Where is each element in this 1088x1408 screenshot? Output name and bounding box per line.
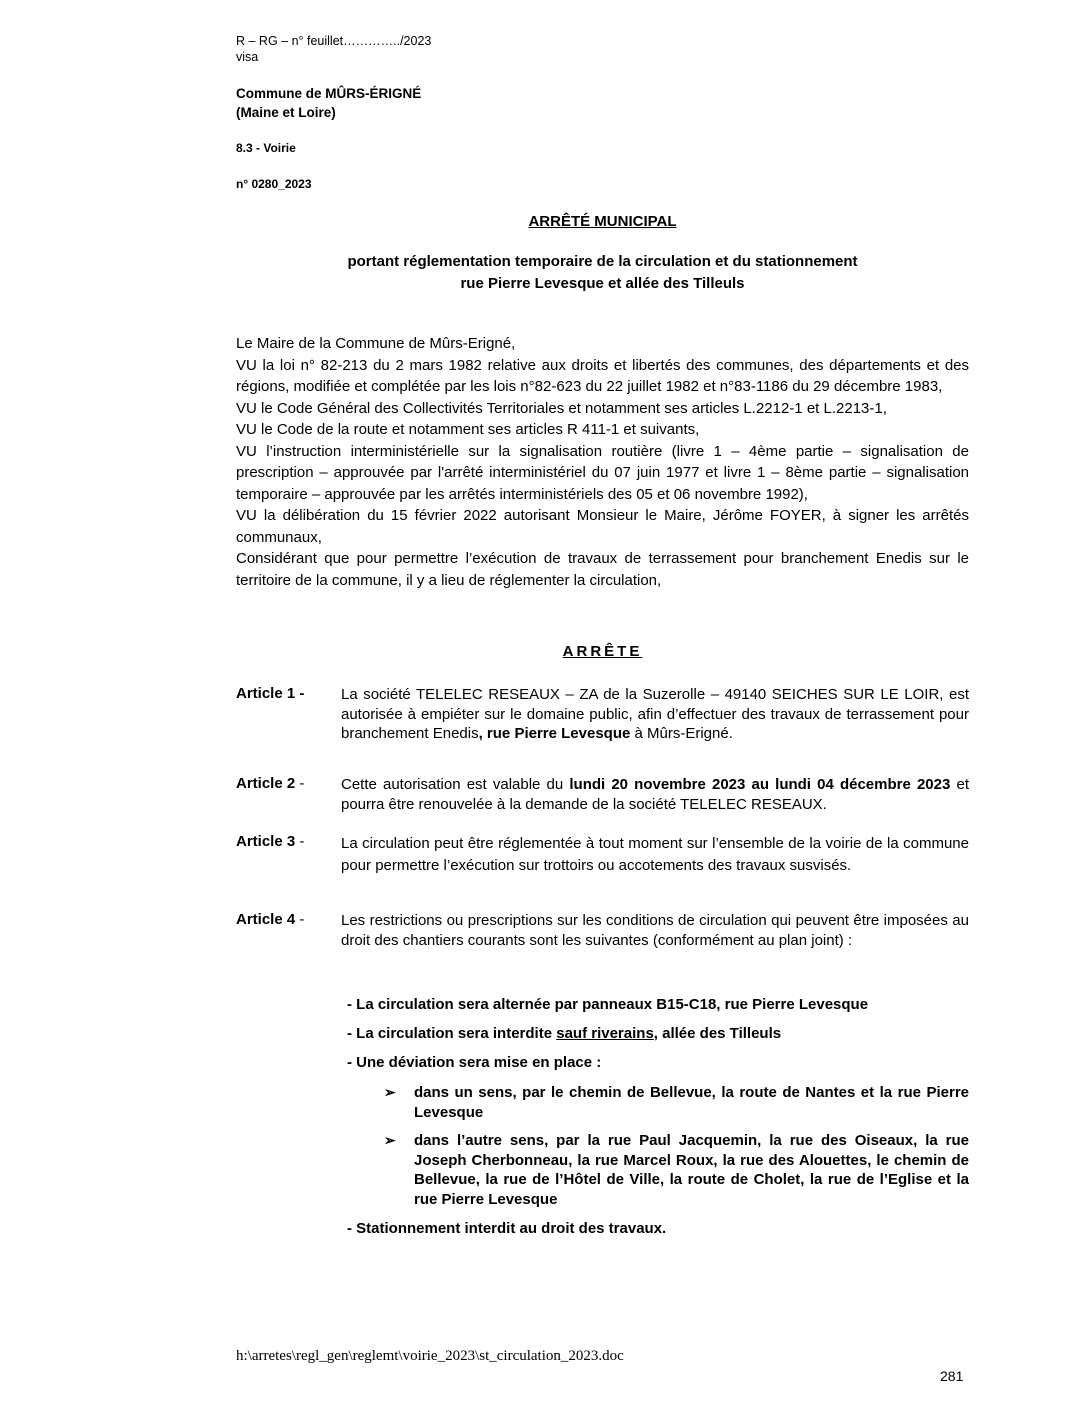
- article-2-dash: -: [295, 775, 305, 792]
- deviation-route-1: [384, 1083, 969, 1122]
- article-4-text: Les restrictions ou prescriptions sur les conditions de circulation qui peuvent être imposées au droit des chantiers courants sont les suivantes (conformément au plan joint) :: [341, 912, 969, 949]
- deviation-route-2: [384, 1131, 969, 1209]
- commune-block: [236, 84, 421, 122]
- subtitle-line-1: portant réglementation temporaire de la circulation et du stationnement: [347, 253, 858, 270]
- article-1-label: [236, 685, 304, 702]
- visa-label: visa: [236, 50, 259, 64]
- article-1-text-c: à Mûrs-Erigné.: [630, 725, 733, 742]
- bullet-parking-forbidden: - Stationnement interdit au droit des travaux.: [347, 1220, 667, 1237]
- article-2-text: [341, 775, 969, 814]
- article-2-text-a: Cette autorisation est valable du: [341, 776, 570, 793]
- reference-block: [236, 33, 431, 65]
- preamble-line: VU la délibération du 15 février 2022 autorisant Monsieur le Maire, Jérôme FOYER, à signer les arrêtés communaux,: [236, 507, 969, 546]
- deviation-route-2-text: dans l’autre sens, par la rue Paul Jacquemin, la rue des Oiseaux, la rue Joseph Cherbonneau, la rue Marcel Roux, la rue des Alouettes, le chemin de Bellevue, la rue de l’Hôtel de Ville, la route de Cholet, la rue de l’Eglise et la rue Pierre Levesque: [414, 1132, 969, 1208]
- department-name: (Maine et Loire): [236, 105, 336, 120]
- preamble-line: VU le Code de la route et notamment ses articles R 411-1 et suivants,: [236, 421, 700, 438]
- bullet-forbidden-text-a: - La circulation sera interdite: [347, 1025, 557, 1042]
- arrete-heading: ARRÊTE: [562, 643, 643, 660]
- article-1-text: [341, 685, 969, 744]
- bullet-forbidden-text-c: , allée des Tilleuls: [653, 1025, 782, 1042]
- deviation-route-1-text: dans un sens, par le chemin de Bellevue, la route de Nantes et la rue Pierre Levesque: [414, 1084, 969, 1121]
- feuillet-reference: R – RG – n° feuillet…………../2023: [236, 34, 432, 48]
- article-4-label: [236, 911, 304, 928]
- preamble-line: Considérant que pour permettre l’exécution de travaux de terrassement pour branchement Enedis sur le territoire de la commune, il y a lieu de réglementer la circulation,: [236, 550, 969, 589]
- article-2-label-text: Article 2: [236, 775, 296, 792]
- file-path: h:\arretes\regl_gen\reglemt\voirie_2023\st_circulation_2023.doc: [236, 1348, 624, 1364]
- preamble: [236, 333, 969, 591]
- article-1-label-text: Article 1 -: [236, 685, 305, 702]
- article-4-label-text: Article 4: [236, 911, 296, 928]
- page-title: ARRÊTÉ MUNICIPAL: [528, 213, 677, 230]
- arrow-bullet-icon: ➢: [384, 1084, 396, 1100]
- bullet-deviation: - Une déviation sera mise en place :: [347, 1054, 602, 1071]
- page-number: 281: [940, 1368, 964, 1384]
- page-subtitle: [236, 251, 969, 295]
- bullet-alternated-traffic: - La circulation sera alternée par panneaux B15-C18, rue Pierre Levesque: [347, 996, 869, 1013]
- arrete-number: n° 0280_2023: [236, 177, 312, 191]
- preamble-line: VU le Code Général des Collectivités Territoriales et notamment ses articles L.2212-1 et L.2213-1,: [236, 399, 887, 417]
- article-2-text-c: et pourra être renouvelée à la demande de la société TELELEC RESEAUX.: [341, 776, 969, 813]
- preamble-line: VU la loi n° 82-213 du 2 mars 1982 relative aux droits et libertés des communes, des départements et des régions, modifiée et complétée par les lois n°82-623 du 22 juillet 1982 et n°83-1186 du 29 décembre 1983,: [236, 356, 969, 395]
- preamble-line: VU l’instruction interministérielle sur la signalisation routière (livre 1 – 4ème partie – signalisation de prescription – approuvée par l'arrêté interministériel du 07 juin 1977 et livre 1 – 8ème partie – signalisation temporaire – approuvée par les arrêtés interministériels des 05 et 06 novembre 1992),: [236, 442, 969, 503]
- article-3-label: [236, 833, 304, 850]
- article-3-text: La circulation peut être réglementée à tout moment sur l’ensemble de la voirie de la commune pour permettre l’exécution sur trottoirs ou accotements des travaux susvisés.: [341, 835, 969, 874]
- preamble-line: Le Maire de la Commune de Mûrs-Erigné,: [236, 335, 516, 352]
- arrow-bullet-icon: ➢: [384, 1132, 396, 1148]
- category-label: 8.3 - Voirie: [236, 141, 296, 155]
- article-1-text-b: , rue Pierre Levesque: [478, 725, 631, 742]
- article-3-dash: -: [295, 833, 305, 850]
- commune-name: Commune de MÛRS-ÉRIGNÉ: [236, 86, 422, 101]
- article-4-dash: -: [295, 911, 305, 928]
- article-2-text-b: lundi 20 novembre 2023 au lundi 04 décembre 2023: [569, 776, 951, 793]
- article-1-text-a: La société TELELEC RESEAUX – ZA de la Suzerolle – 49140 SEICHES SUR LE LOIR, est autorisée à empiéter sur le domaine public, afin d’effectuer des travaux de terrassement pour branchement Enedis: [341, 686, 969, 742]
- bullet-forbidden-traffic: [347, 1024, 969, 1044]
- article-3-label-text: Article 3: [236, 833, 296, 850]
- bullet-forbidden-exception: sauf riverains: [556, 1025, 654, 1042]
- article-2-label: [236, 775, 304, 792]
- subtitle-line-2: rue Pierre Levesque et allée des Tilleuls: [460, 275, 745, 292]
